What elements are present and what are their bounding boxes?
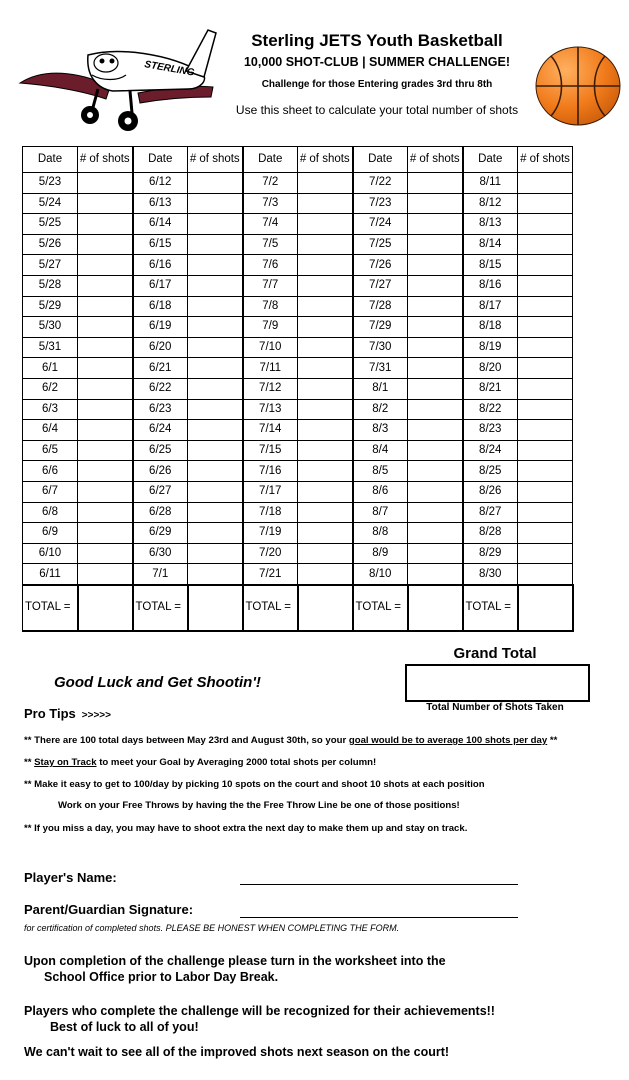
shots-entry-cell[interactable] [188,173,243,194]
tip-1-pre: ** There are 100 total days between May 23rd and August 30th, so your [24,735,349,746]
grand-total-label: Grand Total [453,645,537,662]
date-cell: 6/26 [133,461,188,482]
date-cell: 7/10 [243,337,298,358]
date-cell: 7/11 [243,358,298,379]
shots-header: # of shots [188,147,243,173]
date-cell: 6/7 [23,481,78,502]
date-cell: 6/4 [23,420,78,441]
table-row [23,296,573,317]
shots-entry-cell[interactable] [518,234,573,255]
shots-entry-cell[interactable] [188,255,243,276]
date-cell: 5/26 [23,234,78,255]
shots-entry-cell[interactable] [188,502,243,523]
date-cell: 6/9 [23,523,78,544]
date-cell: 6/25 [133,440,188,461]
shots-entry-cell[interactable] [408,255,463,276]
date-cell: 8/20 [463,358,518,379]
shots-entry-cell[interactable] [298,173,353,194]
date-cell: 7/14 [243,420,298,441]
shots-entry-cell[interactable] [408,399,463,420]
shots-entry-cell[interactable] [298,523,353,544]
table-row [23,255,573,276]
total-label: TOTAL = [243,585,298,631]
date-cell: 8/8 [353,523,408,544]
date-cell: 8/18 [463,317,518,338]
shots-entry-cell[interactable] [78,173,133,194]
shots-entry-cell[interactable] [188,461,243,482]
date-cell: 8/3 [353,420,408,441]
column-total-field[interactable] [188,585,243,631]
date-cell: 6/18 [133,296,188,317]
date-cell: 8/22 [463,399,518,420]
date-cell: 7/8 [243,296,298,317]
date-cell: 6/13 [133,193,188,214]
date-cell: 8/21 [463,378,518,399]
shots-entry-cell[interactable] [188,543,243,564]
grand-total-field[interactable] [405,664,590,702]
date-cell: 8/5 [353,461,408,482]
table-row [23,275,573,296]
shots-entry-cell[interactable] [298,420,353,441]
shots-entry-cell[interactable] [78,337,133,358]
parent-signature-field[interactable] [240,917,518,918]
shots-entry-cell[interactable] [408,440,463,461]
shots-entry-cell[interactable] [298,440,353,461]
shots-entry-cell[interactable] [408,275,463,296]
date-cell: 8/27 [463,502,518,523]
parent-signature-label: Parent/Guardian Signature: [24,902,194,917]
pro-tips-heading [24,706,111,721]
date-cell: 7/1 [133,564,188,585]
date-header: Date [353,147,408,173]
shots-entry-cell[interactable] [408,173,463,194]
page-subtitle: 10,000 SHOT-CLUB | SUMMER CHALLENGE! [243,55,511,69]
shots-entry-cell[interactable] [518,502,573,523]
shots-entry-cell[interactable] [408,193,463,214]
shots-entry-cell[interactable] [518,193,573,214]
shots-entry-cell[interactable] [188,317,243,338]
shots-entry-cell[interactable] [408,564,463,585]
table-row [23,173,573,194]
shots-entry-cell[interactable] [518,461,573,482]
grand-total-caption: Total Number of Shots Taken [426,702,564,713]
date-cell: 7/24 [353,214,408,235]
date-cell: 6/10 [23,543,78,564]
date-cell: 6/14 [133,214,188,235]
challenge-grades: Challenge for those Entering grades 3rd thru 8th [261,79,493,90]
shots-entry-cell[interactable] [518,440,573,461]
shots-entry-cell[interactable] [518,481,573,502]
date-cell: 7/16 [243,461,298,482]
shots-entry-cell[interactable] [78,255,133,276]
shots-entry-cell[interactable] [78,461,133,482]
date-cell: 8/9 [353,543,408,564]
date-cell: 7/5 [243,234,298,255]
date-cell: 6/16 [133,255,188,276]
shots-entry-cell[interactable] [518,296,573,317]
shots-entry-cell[interactable] [518,543,573,564]
tip-1-post: ** [547,735,558,746]
shots-entry-cell[interactable] [518,275,573,296]
date-cell: 6/11 [23,564,78,585]
table-row [23,378,573,399]
shots-entry-cell[interactable] [78,275,133,296]
date-header: Date [243,147,298,173]
shots-header: # of shots [78,147,133,173]
shots-entry-cell[interactable] [188,440,243,461]
shots-entry-cell[interactable] [298,461,353,482]
shots-entry-cell[interactable] [408,234,463,255]
instructions: Use this sheet to calculate your total number of shots [235,103,519,117]
date-cell: 7/17 [243,481,298,502]
date-cell: 6/15 [133,234,188,255]
shots-entry-cell[interactable] [188,214,243,235]
table-row [23,193,573,214]
shots-entry-cell[interactable] [408,481,463,502]
date-cell: 5/25 [23,214,78,235]
shots-entry-cell[interactable] [78,399,133,420]
table-row [23,440,573,461]
sterling-jets-logo [18,25,218,140]
shots-entry-cell[interactable] [408,317,463,338]
tip-3: ** Make it easy to get to 100/day by picking 10 spots on the court and shoot 10 shots at each position [24,779,485,790]
shots-entry-cell[interactable] [298,502,353,523]
shots-entry-cell[interactable] [298,317,353,338]
shots-entry-cell[interactable] [188,358,243,379]
shots-entry-cell[interactable] [518,564,573,585]
good-luck-text: Good Luck and Get Shootin'! [54,674,261,691]
shots-entry-cell[interactable] [298,234,353,255]
table-header-row [23,147,573,173]
date-cell: 6/19 [133,317,188,338]
recognition-line2: Best of luck to all of you! [50,1020,199,1034]
completion-instructions-line1: Upon completion of the challenge please turn in the worksheet into the [24,954,446,968]
date-cell: 7/9 [243,317,298,338]
certification-note: for certification of completed shots. PLEASE BE HONEST WHEN COMPLETING THE FORM. [24,923,400,933]
date-cell: 7/21 [243,564,298,585]
date-cell: 8/26 [463,481,518,502]
date-cell: 8/28 [463,523,518,544]
date-cell: 7/12 [243,378,298,399]
date-cell: 5/24 [23,193,78,214]
date-cell: 6/21 [133,358,188,379]
totals-row [23,585,573,631]
table-row [23,358,573,379]
shots-entry-cell[interactable] [298,275,353,296]
date-cell: 8/23 [463,420,518,441]
column-total-field[interactable] [518,585,573,631]
date-cell: 7/22 [353,173,408,194]
shots-entry-cell[interactable] [298,337,353,358]
shots-entry-cell[interactable] [188,481,243,502]
date-cell: 6/5 [23,440,78,461]
shots-entry-cell[interactable] [188,564,243,585]
shots-entry-cell[interactable] [188,420,243,441]
shots-entry-cell[interactable] [78,214,133,235]
shots-entry-cell[interactable] [408,337,463,358]
tip-2-pre: ** [24,757,35,768]
shots-entry-cell[interactable] [188,378,243,399]
player-name-field[interactable] [240,884,518,885]
date-cell: 8/19 [463,337,518,358]
total-label: TOTAL = [353,585,408,631]
table-row [23,214,573,235]
date-cell: 7/31 [353,358,408,379]
date-cell: 6/2 [23,378,78,399]
date-cell: 8/11 [463,173,518,194]
shots-entry-cell[interactable] [188,193,243,214]
page-title: Sterling JETS Youth Basketball [251,31,503,50]
shots-entry-cell[interactable] [518,337,573,358]
shots-entry-cell[interactable] [78,358,133,379]
shots-entry-cell[interactable] [188,296,243,317]
shots-entry-cell[interactable] [408,523,463,544]
shots-entry-cell[interactable] [78,317,133,338]
tip-4: ** If you miss a day, you may have to shoot extra the next day to make them up and stay on track. [24,823,468,834]
table-row [23,234,573,255]
date-cell: 6/8 [23,502,78,523]
shots-entry-cell[interactable] [78,564,133,585]
date-cell: 7/26 [353,255,408,276]
shots-entry-cell[interactable] [188,234,243,255]
shots-entry-cell[interactable] [298,358,353,379]
tip-3b: Work on your Free Throws by having the the Free Throw Line be one of those positions! [58,800,460,811]
date-cell: 5/27 [23,255,78,276]
date-cell: 7/7 [243,275,298,296]
shots-entry-cell[interactable] [298,543,353,564]
date-cell: 6/23 [133,399,188,420]
date-cell: 5/29 [23,296,78,317]
shots-entry-cell[interactable] [518,255,573,276]
date-cell: 8/10 [353,564,408,585]
total-label: TOTAL = [463,585,518,631]
column-total-field[interactable] [78,585,133,631]
date-cell: 6/6 [23,461,78,482]
table-row [23,523,573,544]
shots-entry-cell[interactable] [298,399,353,420]
shots-entry-cell[interactable] [408,543,463,564]
shots-entry-cell[interactable] [518,378,573,399]
date-cell: 7/2 [243,173,298,194]
date-cell: 7/25 [353,234,408,255]
shots-entry-cell[interactable] [518,317,573,338]
tip-2 [24,757,376,768]
date-cell: 8/29 [463,543,518,564]
date-cell: 6/12 [133,173,188,194]
date-cell: 6/24 [133,420,188,441]
shots-entry-cell[interactable] [298,296,353,317]
table-row [23,481,573,502]
total-label: TOTAL = [23,585,78,631]
basketball-icon [535,46,621,126]
date-cell: 6/28 [133,502,188,523]
shots-entry-cell[interactable] [298,564,353,585]
shots-entry-cell[interactable] [78,543,133,564]
date-cell: 8/15 [463,255,518,276]
date-cell: 7/4 [243,214,298,235]
shots-entry-cell[interactable] [518,523,573,544]
shots-entry-cell[interactable] [78,193,133,214]
date-cell: 7/28 [353,296,408,317]
total-label: TOTAL = [133,585,188,631]
shots-entry-cell[interactable] [78,296,133,317]
date-cell: 7/29 [353,317,408,338]
shots-entry-cell[interactable] [188,399,243,420]
date-cell: 7/23 [353,193,408,214]
date-header: Date [463,147,518,173]
closing-line: We can't wait to see all of the improved shots next season on the court! [24,1045,450,1059]
shots-entry-cell[interactable] [298,481,353,502]
date-header: Date [23,147,78,173]
shots-entry-cell[interactable] [298,255,353,276]
shots-entry-cell[interactable] [408,296,463,317]
shots-header: # of shots [408,147,463,173]
date-cell: 8/7 [353,502,408,523]
date-header: Date [133,147,188,173]
shots-entry-cell[interactable] [518,173,573,194]
shots-entry-cell[interactable] [518,420,573,441]
shots-header: # of shots [518,147,573,173]
date-cell: 6/20 [133,337,188,358]
date-cell: 7/18 [243,502,298,523]
recognition-line1: Players who complete the challenge will be recognized for their achievements!! [24,1004,495,1018]
shots-entry-cell[interactable] [518,399,573,420]
date-cell: 7/30 [353,337,408,358]
date-cell: 7/6 [243,255,298,276]
shots-entry-cell[interactable] [78,440,133,461]
date-cell: 8/4 [353,440,408,461]
table-row [23,461,573,482]
date-cell: 5/28 [23,275,78,296]
shots-entry-cell[interactable] [188,523,243,544]
date-cell: 7/15 [243,440,298,461]
shots-entry-cell[interactable] [298,214,353,235]
table-row [23,543,573,564]
shots-entry-cell[interactable] [408,378,463,399]
shots-entry-cell[interactable] [78,420,133,441]
completion-instructions-line2: School Office prior to Labor Day Break. [44,970,279,984]
shots-entry-cell[interactable] [408,214,463,235]
shots-entry-cell[interactable] [78,523,133,544]
date-cell: 8/16 [463,275,518,296]
table-row [23,420,573,441]
shots-entry-cell[interactable] [408,502,463,523]
date-cell: 6/22 [133,378,188,399]
date-cell: 5/23 [23,173,78,194]
tip-1 [24,735,557,746]
shots-entry-cell[interactable] [518,358,573,379]
date-cell: 7/20 [243,543,298,564]
date-cell: 6/27 [133,481,188,502]
date-cell: 5/31 [23,337,78,358]
table-row [23,502,573,523]
table-row [23,564,573,585]
column-total-field[interactable] [298,585,353,631]
date-cell: 8/13 [463,214,518,235]
shots-entry-cell[interactable] [408,358,463,379]
date-cell: 8/17 [463,296,518,317]
date-cell: 8/30 [463,564,518,585]
date-cell: 6/3 [23,399,78,420]
pro-tips-arrows: >>>>> [81,710,111,721]
shots-entry-cell[interactable] [78,234,133,255]
date-cell: 8/2 [353,399,408,420]
date-cell: 6/1 [23,358,78,379]
shots-entry-cell[interactable] [298,378,353,399]
shots-entry-cell[interactable] [408,461,463,482]
shots-entry-cell[interactable] [408,420,463,441]
table-row [23,317,573,338]
shots-entry-cell[interactable] [188,275,243,296]
date-cell: 8/25 [463,461,518,482]
date-cell: 7/19 [243,523,298,544]
logo-text: STERLING [143,59,196,79]
date-cell: 7/27 [353,275,408,296]
tip-2-underlined: Stay on Track [34,757,97,768]
shots-entry-cell[interactable] [188,337,243,358]
date-cell: 7/13 [243,399,298,420]
tip-1-underlined: goal would be to average 100 shots per day [348,735,548,746]
date-cell: 8/6 [353,481,408,502]
shot-log-table [22,146,574,632]
date-cell: 6/17 [133,275,188,296]
table-row [23,399,573,420]
date-cell: 8/1 [353,378,408,399]
player-name-label: Player's Name: [24,870,117,885]
shots-entry-cell[interactable] [78,502,133,523]
tip-2-post: to meet your Goal by Averaging 2000 total shots per column! [96,757,377,768]
shots-entry-cell[interactable] [78,481,133,502]
shots-header: # of shots [298,147,353,173]
column-total-field[interactable] [408,585,463,631]
table-row [23,337,573,358]
date-cell: 8/14 [463,234,518,255]
shots-entry-cell[interactable] [298,193,353,214]
date-cell: 8/12 [463,193,518,214]
date-cell: 8/24 [463,440,518,461]
shots-entry-cell[interactable] [78,378,133,399]
pro-tips-title: Pro Tips [24,706,76,721]
shots-entry-cell[interactable] [518,214,573,235]
date-cell: 5/30 [23,317,78,338]
date-cell: 6/30 [133,543,188,564]
date-cell: 6/29 [133,523,188,544]
date-cell: 7/3 [243,193,298,214]
